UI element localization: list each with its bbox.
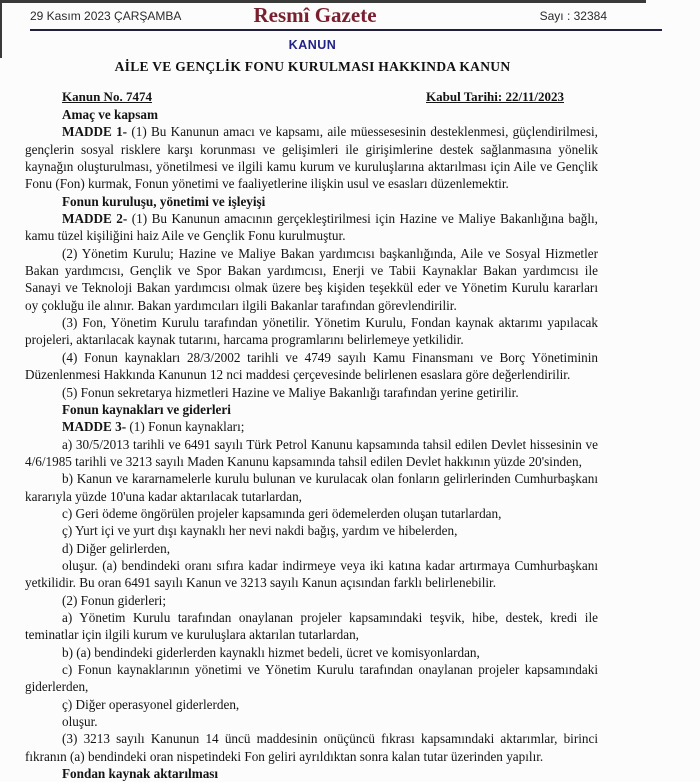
document-paragraph [25,401,598,418]
paragraph-text: (1) Bu Kanunun amacının gerçekleştirilmesi için Hazine ve Maliye Bakanlığına bağlı, kamu tüzel kişiliğini haiz Aile ve Gençlik Fonu kurulmuştur. [25,211,598,244]
paragraph-text: c) Fonun kaynaklarının yönetimi ve Yönetim Kurulu tarafından onaylanan projeler kapsamındaki giderlerden, [25,662,598,695]
paragraph-text: (2) Yönetim Kurulu; Hazine ve Maliye Bakan yardımcısı başkanlığında, Aile ve Sosyal Hizmetler Bakan yardımcısı, Gençlik ve Spor Bakan yardımcısı, Enerji ve Tabii Kaynaklar Bakan yardımcısı ile Sanayi ve Teknoloji Bakan yardımcısı olmak üzere beş kişiden teşekkül eder ve Yönetim Kurulu kararları oy çokluğu ile alınır. Bakan yardımcıları ilgili Bakanlar tarafından görevlendirilir. [25,245,598,313]
law-title: AİLE VE GENÇLİK FONU KURULMASI HAKKINDA KANUN [114,59,511,74]
paragraph-text: (5) Fonun sekretarya hizmetleri Hazine ve Maliye Bakanlığı tarafından yerine getirilir. [62,384,519,400]
paragraph-text: c) Geri ödeme öngörülen projeler kapsamında geri ödemelerden oluşan tutarlardan, [62,505,502,521]
section-label-kanun: KANUN [288,38,337,52]
law-number: Kanun No. 7474 [62,89,152,104]
paragraph-text: (3) 3213 sayılı Kanunun 14 üncü maddesinin onüçüncü fıkrası kapsamındaki aktarımlar, birinci fıkranın (a) bendindeki oran nispetindeki Fon geliri ayrıldıktan sonra kalan tutar üzerinden yapılır. [25,731,598,764]
document-paragraph [25,644,598,661]
paragraph-text: (1) Fonun kaynakları; [129,419,245,435]
paragraph-text: a) 30/5/2013 tarihli ve 6491 sayılı Türk Petrol Kanunu kapsamında tahsil edilen Devlet hissesinin ve 4/6/1985 tarihli ve 3213 sayılı Maden Kanunu kapsamında tahsil edilen Devlet hakkının yüzde 20'sinden, [25,436,598,469]
document-paragraph [25,314,598,349]
document-paragraph [25,522,598,539]
paragraph-text: b) (a) bendindeki giderlerden kaynaklı hizmet bedeli, ücret ve komisyonlardan, [62,644,480,660]
document-paragraph [25,765,598,782]
document-paragraph [25,106,598,123]
screenshot-left-border [0,0,2,58]
gazette-date: 29 Kasım 2023 ÇARŞAMBA [30,9,182,23]
document-paragraph [25,540,598,557]
document-paragraph [25,505,598,522]
paragraph-text: (4) Fonun kaynakları 28/3/2002 tarihli ve 4749 sayılı Kamu Finansmanı ve Borç Yönetiminin Düzenlenmesi Hakkında Kanunun 12 nci maddesi çerçevesinde belirlenen esaslara göre değerlendirilir. [25,349,598,383]
header-divider-rule [30,29,662,31]
paragraph-text: Fonun kaynakları ve giderleri [62,401,231,417]
document-paragraph [25,123,598,192]
paragraph-text: d) Diğer gelirlerden, [62,540,171,556]
gazette-header [30,0,662,34]
paragraph-text: oluşur. [62,714,98,730]
paragraph-text: (1) Bu Kanunun amacı ve kapsamı, aile müessesesinin desteklenmesi, güçlendirilmesi, gençlerin sosyal risklere karşı korunması ve gelişimleri ile girişimlerine destek sağlanmasına yönelik kaynağın oluşturulması, yönetilmesi ve ilgili kamu kurum ve kuruluşlarına aktarılması için Aile ve Gençlik Fonu (Fon) kurmak, Fonun yönetimi ve faaliyetlerine ilişkin usul ve esasları düzenlemektir. [25,124,598,192]
paragraph-prefix: MADDE 1- [62,124,132,140]
document-paragraph [25,713,598,730]
paragraph-text: a) Yönetim Kurulu tarafından onaylanan projeler kapsamındaki teşvik, hibe, destek, kredi ile teminatlar için ilgili kurum ve kuruluşlara aktarılan tutarlardan, [25,609,598,643]
document-paragraph [25,592,598,609]
document-body [25,106,598,782]
acceptance-date: Kabul Tarihi: 22/11/2023 [426,89,564,104]
law-meta-row [25,89,600,107]
document-paragraph [25,384,598,401]
document-paragraph [25,730,598,765]
paragraph-text: (2) Fonun giderleri; [62,592,167,608]
gazette-masthead: Resmî Gazete [253,3,377,27]
document-paragraph [25,470,598,505]
document-paragraph [25,210,598,245]
document-paragraph [25,696,598,713]
document-paragraph [25,557,598,592]
gazette-issue-number: Sayı : 32384 [539,9,607,23]
paragraph-prefix: MADDE 3- [62,419,130,435]
document-paragraph [25,661,598,696]
document-paragraph [25,245,598,314]
paragraph-text: oluşur. (a) bendindeki oranı sıfıra kadar indirmeye veya iki katına kadar artırmaya Cumhurbaşkanı yetkilidir. Bu oran 6491 sayılı Kanun ve 3213 sayılı Kanun açısından farklı belirlenebilir. [25,557,598,591]
paragraph-text: Amaç ve kapsam [62,107,158,122]
paragraph-text: (3) Fon, Yönetim Kurulu tarafından yönetilir. Yönetim Kurulu, Fondan kaynak aktarımı yapılacak projeleri, aktarılacak kaynak tutarını, harcama programlarını belirlemeye yetkilidir. [25,315,598,348]
document-paragraph [25,193,598,210]
paragraph-text: Fonun kuruluşu, yönetimi ve işleyişi [62,193,266,209]
document-paragraph [25,436,598,471]
paragraph-prefix: MADDE 2- [62,211,132,227]
paragraph-text: ç) Yurt içi ve yurt dışı kaynaklı her nevi nakdi bağış, yardım ve hibelerden, [62,523,458,539]
document-paragraph [25,609,598,644]
document-paragraph [25,349,598,384]
paragraph-text: Fondan kaynak aktarılması [62,766,219,782]
document-paragraph [25,418,598,435]
paragraph-text: b) Kanun ve kararnamelerle kurulu bulunan ve kurulacak olan fonların gelirlerinden Cumhurbaşkanı kararıyla yüzde 10'una kadar aktarılacak tutarlardan, [25,471,598,504]
paragraph-text: ç) Diğer operasyonel giderlerden, [62,696,240,712]
